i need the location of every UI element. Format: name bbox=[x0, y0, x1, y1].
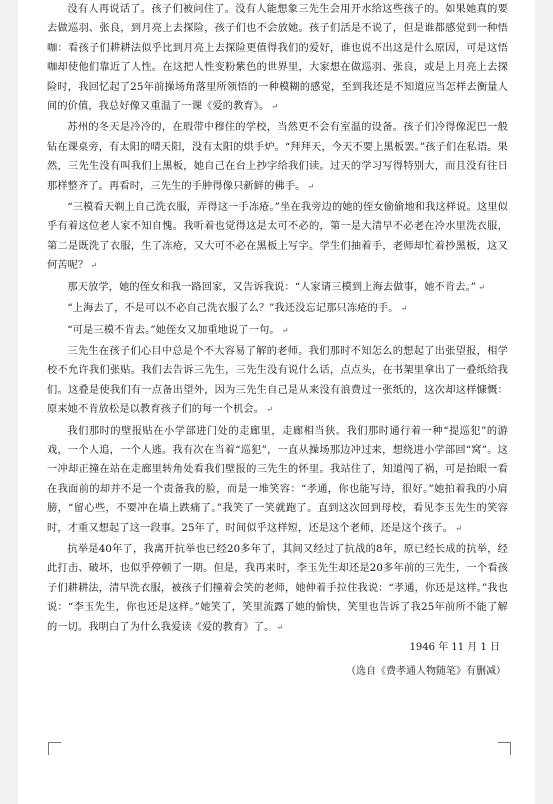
paragraph-mark-icon: ↵ bbox=[478, 282, 486, 292]
paragraph-3 bbox=[47, 198, 508, 276]
paragraph-mark-icon: ↵ bbox=[266, 405, 273, 415]
document-body bbox=[47, 0, 508, 681]
source-citation: （选自《费孝通人物随笔》有删减） bbox=[346, 666, 506, 677]
paragraph-6 bbox=[47, 321, 508, 340]
paragraph-7 bbox=[47, 342, 508, 420]
paragraph-mark-icon: ↵ bbox=[281, 325, 289, 335]
paragraph-5 bbox=[47, 299, 508, 318]
document-date: 1946 年 11 月 1 日 bbox=[409, 642, 500, 653]
paragraph-4 bbox=[47, 278, 508, 297]
paragraph-mark-icon: ↵ bbox=[455, 523, 462, 533]
paragraph-text: 三先生在孩子们心目中总是个不大容易了解的老师。我们那时不知怎么的想起了出张望报，相学校不允许我们张贴。我们去告诉三先生，三先生没有说什么话，点点头，在书架里拿出了一叠纸给我们。这叠是使我们有一点备出望外，因为三先生自己是从来没有浪费过一张纸的，这次却这样慷慨：原来她不肯放松是以教育孩子们的每一个机会。 bbox=[47, 345, 508, 416]
paragraph-text: 抗举是40年了，我离开抗举也已经20多年了，其间又经过了抗战的8年，原已经长成的抗举，经此打击、破坏，也似乎停顿了一期。但是，我再来时，李玉先生却还是20多年前的三先生，一个看孩子们耕耕法，清早洗衣服，被孩子们撞着会笑的老师，她伸着手拉住我说：“孝通，你还是这样。”我也说：“李玉先生，你也还是这样。”她笑了，笑里流露了她的愉快，笑里也告诉了我25年前所不能了解的一切。我明白了为什么我爱读《爱的教育》了。 bbox=[47, 543, 508, 633]
margin-corner-left-icon bbox=[48, 742, 61, 755]
paragraph-text: 没有人再说话了。孩子们被问住了。没有人能想象三先生会用开水给这些孩子的。如果她真的要去做巡羽、张良，到月亮上去探险，孩子们也不会放她。孩子们活是不说了，但是谁都感觉到一种悟咖：看孩子们耕耕法似乎比到月亮上去探险更值得我们的爱好，谁也说不出这是什么原因，可是这悟咖却使他们靠近了人性。在这把人性变粉紫色的世界里，大家想在做巡羽、张良，或是上月亮上去探险时，我回忆起了25年前操场角落里所领悟的一种模糊的感觉，至到我还是不知道应当怎样去衡量人间的价值，我总好像又重温了一课《爱的教育》。 bbox=[47, 4, 508, 113]
document-page bbox=[18, 0, 535, 804]
paragraph-text: 我们那时的壁报贴在小学部进门处的走廊里，走廊相当狭。我们那时通行着一种“提巡犯”的游戏，一个人追，一个人逃。我有次在当着“巡犯”，一直从操场那边冲过来，想绕进小学部回“窝”。这一冲却正撞在站在走廊里转角处看我们壁报的三先生的怀里。我站住了，知道闯了祸，可是抬眼一看在我面前的却并不是一个责备我的脸，而是一堆笑容：“孝通，你也能写诗，很好。”她拍着我的小肩膀，“留心些，不要冲在墙上跌痛了。”我笑了一笑就跑了。直到这次回到母校，看见李玉先生的笑容时，才重又想起了这一段事。25年了，时间似乎这样短，还是这个老师，还是这个孩子。 bbox=[47, 425, 508, 534]
paragraph-text: 那天放学，她的侄女和我一路回家，又告诉我说：“人家请三模到上海去做事，她不肯去。” bbox=[67, 281, 477, 293]
paragraph-mark-icon: ↵ bbox=[400, 304, 408, 314]
paragraph-8 bbox=[47, 422, 508, 538]
paragraph-mark-icon: ↵ bbox=[276, 622, 284, 632]
paragraph-text: “可是三模不肯去。”她侄女又加重地说了一句。 bbox=[67, 324, 280, 336]
paragraph-1 bbox=[47, 0, 508, 116]
paragraph-mark-icon: ↵ bbox=[90, 261, 98, 271]
paragraph-text: 苏州的冬天是冷冷的，在瑕带中穆住的学校，当然更不会有室温的设备。孩子们冷得像泥巴一般钻在课桌旁，有太阳的晴天阳，没有太阳的烘手炉。“拜拜天，今天不要上黑板罢。”孩子们在私语。果然，三先生没有叫我们上黑板，她自己在台上抄字给我们读。过天的学习写得特别大，而且没有往日那样整齐了。再看时，三先生的手肿得像只新鲜的佛手。 bbox=[47, 122, 508, 192]
paragraph-text: “三模看天剃上自己洗衣服，弄得这一手冻疮。”坐在我旁边的她的侄女偷偷地和我这样说。这里似乎有着这位老人家不知自愧。我听着也觉得这是太可不必的，第一是大清早不必老在冷水里洗衣服，第二是既洗了衣服，生了冻疮，又大可不必在黑板上写字。学生们抽着手，老师却忙着抄黑板，这又何苦呢？ bbox=[47, 202, 508, 272]
margin-corner-right-icon bbox=[498, 742, 511, 755]
paragraph-mark-icon: ↵ bbox=[307, 181, 315, 191]
paragraph-9 bbox=[47, 540, 508, 637]
paragraph-2 bbox=[47, 118, 508, 196]
paragraph-text: “上海去了，不是可以不必自己洗衣服了么？”我还没忘记那只冻疮的手。 bbox=[67, 303, 399, 315]
paragraph-mark-icon: ↵ bbox=[271, 102, 279, 112]
